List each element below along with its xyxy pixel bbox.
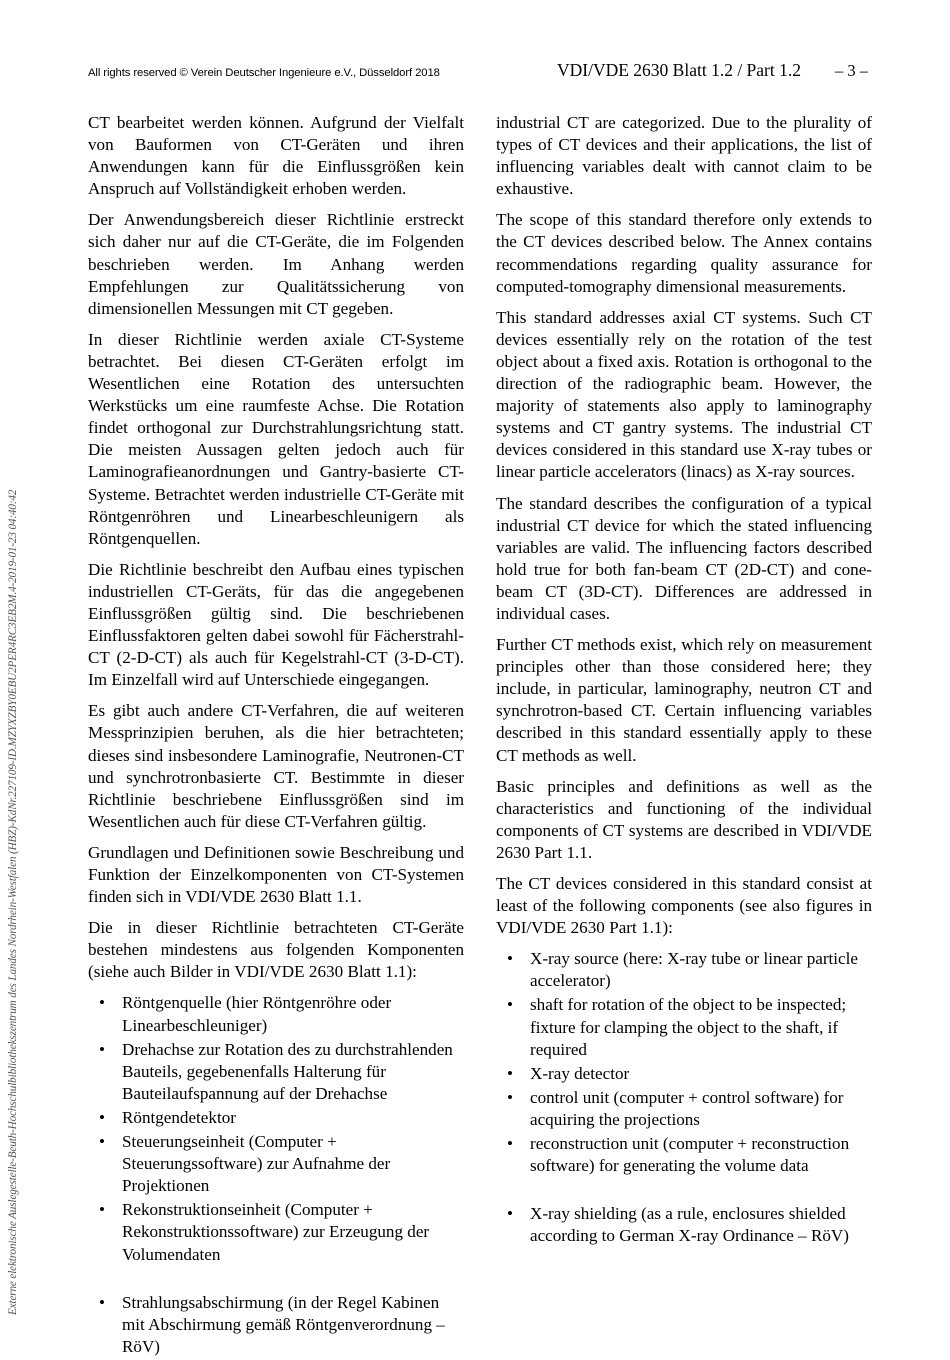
list-item-label: reconstruction unit (computer + reconstruction software) for generating the volume data [530,1134,850,1176]
paragraph: Further CT methods exist, which rely on measurement principles other than those considered here; they include, in particular, laminography, neutron CT and synchrotron-based CT. Certain influencing variables described in this standard essentially apply to these CT methods as well. [496,635,872,765]
bullet-marker-icon: • [507,1063,513,1083]
paragraph: Grundlagen und Definitionen sowie Beschreibung und Funktion der Einzelkomponenten von CT-Systemen finden sich in VDI/VDE 2630 Blatt 1.1. [88,842,464,907]
paragraph: In dieser Richtlinie werden axiale CT-Systeme betrachtet. Bei diesen CT-Geräten erfolgt im Wesentlichen eine Rotation des untersuchten Werkstücks um eine raumfeste Achse. Die Rotation findet orthogonal zur Durchstrahlungsrichtung statt. Die meisten Aussagen gelten jedoch auch für Laminografieanordnungen und Gantry-basierte CT-Systeme. Betrachtet werden industrielle CT-Geräte mit Röntgenröhren und Linearbeschleunigern als Röntgenquellen. [88,329,464,548]
paragraph: The standard describes the configuration of a typical industrial CT device for which the stated influencing variables are valid. The influencing factors described hold true for both fan-beam CT (2D-CT) and cone-beam CT (3D-CT). Differences are addressed in individual cases. [496,493,872,623]
list-item-label: control unit (computer + control software) for acquiring the projections [530,1087,844,1129]
side-licence-stamp-text: Externe elektronische Auslegestelle-Beuth-Hochschulbibliothekszentrum des Landes Nordrhein-Westfalen (HBZ)-KdNr.227109-ID.MZYXZBY0EBU2PER4RC3EB2M.4-2019-01-23 04:40:42 [7,489,19,1315]
paragraph: CT bearbeitet werden können. Aufgrund der Vielfalt von Bauformen von CT-Geräten und ihren Anwendungen kann für die Einflussgrößen kein Anspruch auf Vollständigkeit erhoben werden. [88,113,464,199]
list-item [496,1063,872,1085]
paragraph: Die in dieser Richtlinie betrachteten CT-Geräte bestehen mindestens aus folgenden Komponenten (siehe auch Bilder in VDI/VDE 2630 Blatt 1.1): [88,918,464,982]
bullet-marker-icon: • [507,1204,513,1224]
bullet-marker-icon: • [507,995,513,1015]
list-item-label: X-ray detector [530,1063,630,1083]
list-item [88,1292,464,1358]
bullet-marker-icon: • [507,1087,513,1107]
list-item [496,948,872,992]
column-english [496,112,872,1360]
list-item-label: Rekonstruktionseinheit (Computer + Rekonstruktionssoftware) zur Erzeugung der Volumendaten [122,1200,430,1264]
paragraph: The CT devices considered in this standard consist at least of the following components (see also figures in VDI/VDE 2630 Part 1.1): [496,874,872,938]
component-list-german [88,992,464,1357]
paragraph: This standard addresses axial CT systems. Such CT devices essentially rely on the rotation of the test object about a fixed axis. Rotation is orthogonal to the direction of the radiographic beam. However, the majority of statements also apply to laminography systems and CT gantry systems. The industrial CT devices considered in this standard use X-ray tubes or linear particle accelerators (linacs) as X-ray sources. [496,307,872,482]
list-item-label: X-ray shielding (as a rule, enclosures shielded according to German X-ray Ordinance – RöV) [530,1204,849,1246]
paragraph: The scope of this standard therefore only extends to the CT devices described below. The Annex contains recommendations regarding quality assurance for computed-tomography dimensional measurements. [496,210,872,296]
list-item [88,1131,464,1197]
page-number: – 3 – [835,61,868,80]
list-item [88,992,464,1036]
list-item [496,1087,872,1131]
paragraph: Basic principles and definitions as well as the characteristics and functioning of the individual components of CT systems are described in VDI/VDE 2630 Part 1.1. [496,776,872,862]
document-title: VDI/VDE 2630 Blatt 1.2 / Part 1.2 [556,60,801,80]
paragraph: Die Richtlinie beschreibt den Aufbau eines typischen industriellen CT-Geräts, für das die angegebenen Einflussgrößen gültig sind. Die beschriebenen Einflussfaktoren gelten dabei sowohl für Fächerstrahl-CT (2-D-CT) als auch für Kegelstrahl-CT (3-D-CT). Im Einzelfall wird auf Unterschiede eingegangen. [88,559,464,690]
list-item-label: shaft for rotation of the object to be inspected; fixture for clamping the object to the shaft, if required [530,995,847,1059]
list-item [496,1203,872,1247]
bullet-marker-icon: • [99,1107,105,1127]
component-list-english [496,948,872,1247]
paragraph: Der Anwendungsbereich dieser Richtlinie erstreckt sich daher nur auf die CT-Geräte, die im Folgenden beschrieben werden. Im Anhang werden Empfehlungen zur Qualitätssicherung von dimensionellen Messungen mit CT gegeben. [88,210,464,318]
paragraph: Es gibt auch andere CT-Verfahren, die auf weiteren Messprinzipien beruhen, als die hier betrachteten; dieses sind insbesondere Laminografie, Neutronen-CT und synchrotronbasierte CT. Bestimmte in dieser Richtlinie beschriebene Einflussgrößen sind im Wesentlichen auch für diese CT-Verfahren gültig. [88,701,464,831]
side-licence-stamp [0,0,26,1345]
header-right-group [557,62,870,80]
bullet-marker-icon: • [99,1132,105,1152]
body-columns [88,112,872,1360]
list-item-label: Steuerungseinheit (Computer + Steuerungssoftware) zur Aufnahme der Projektionen [122,1132,391,1196]
list-item-label: Strahlungsabschirmung (in der Regel Kabinen mit Abschirmung gemäß Röntgenverordnung – RöV) [122,1292,445,1356]
bullet-marker-icon: • [99,1200,105,1220]
list-item [496,1133,872,1177]
list-item [88,1107,464,1129]
bullet-marker-icon: • [99,1292,105,1312]
list-item-label: Röntgendetektor [122,1107,236,1127]
list-item-label: Drehachse zur Rotation des zu durchstrahlenden Bauteils, gegebenenfalls Halterung für Bauteilaufspannung auf der Drehachse [122,1039,453,1103]
column-german [88,112,464,1360]
page-header [88,62,870,86]
bullet-marker-icon: • [99,1039,105,1059]
list-item [496,994,872,1060]
paragraph: industrial CT are categorized. Due to the plurality of types of CT devices and their applications, the list of influencing variables dealt with cannot claim to be exhaustive. [496,113,872,199]
list-item [88,1199,464,1265]
bullet-marker-icon: • [507,949,513,969]
list-item [88,1039,464,1105]
bullet-marker-icon: • [99,993,105,1013]
bullet-marker-icon: • [507,1134,513,1154]
copyright-notice: All rights reserved © Verein Deutscher Ingenieure e.V., Düsseldorf 2018 [88,67,440,79]
list-item-label: X-ray source (here: X-ray tube or linear particle accelerator) [530,949,858,991]
list-item-label: Röntgenquelle (hier Röntgenröhre oder Linearbeschleuniger) [122,993,392,1035]
